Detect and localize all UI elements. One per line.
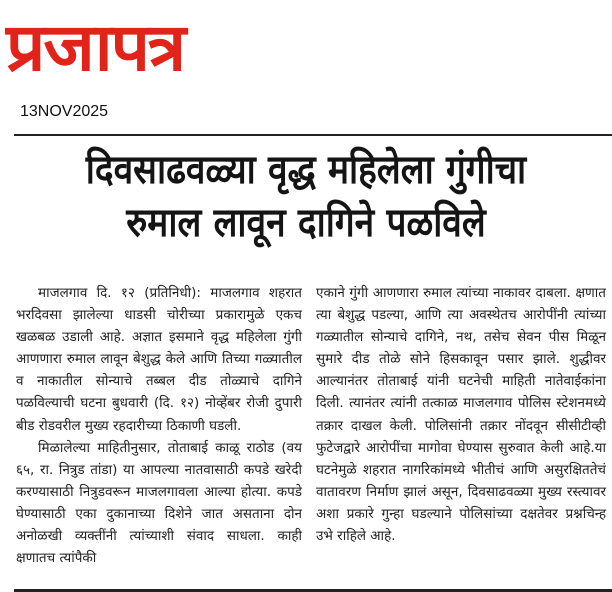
article-paragraph: मिळालेल्या माहितीनुसार, तोताबाई काळू राठोड (वय ६५, रा. नित्रुड तांडा) या आपल्या नातवासाठी कपडे खरेदी करण्यासाठी नित्रुडवरून माजलगावला आल्या होत्या. कपडे घेण्यासाठी एका दुकानाच्या दिशेने जात असताना दोन अनोळखी व्यक्तींनी त्यांच्याशी संवाद साधला. काही क्षणातच त्यांपैकी <box>16 439 302 567</box>
newspaper-logo: प्रजापत्र <box>6 9 185 86</box>
article-paragraph: माजलगाव दि. १२ (प्रतिनिधी): माजलगाव शहरात भरदिवसा झालेल्या धाडसी चोरीच्या प्रकारामुळे एकच खळबळ उडाली आहे. अज्ञात इसमाने वृद्ध महिलेला गुंगी आणणारा रुमाल लावून बेशुद्ध केले आणि तिच्या गळ्यातील व नाकातील सोन्याचे तब्बल दीड तोळ्याचे दागिने पळविल्याची घटना बुधवारी (दि. १२) नोव्हेंबर रोजी दुपारी बीड रोडवरील मुख्य रहदारीच्या ठिकाणी घडली. <box>16 285 302 434</box>
article-column-left <box>16 282 302 569</box>
publication-date: 13NOV2025 <box>20 103 109 120</box>
top-divider <box>14 134 612 136</box>
headline-line-2: रुमाल लावून दागिने पळविले <box>126 200 486 246</box>
article-paragraph: एकाने गुंगी आणणारा रुमाल त्यांच्या नाकावर दाबला. क्षणात त्या बेशुद्ध पडल्या, आणि त्या अवस्थेतच आरोपींनी त्यांच्या गळ्यातील सोन्याचे दागिने, नथ, तसेच सेवन पीस मिळून सुमारे दीड तोळे सोने हिसकावून पसार झाले. शुद्धीवर आल्यानंतर तोताबाई यांनी घटनेची माहिती नातेवाईकांना दिली. त्यानंतर त्यांनी तत्काळ माजलगाव पोलिस स्टेशनमध्ये तक्रार दाखल केली. पोलिसांनी तक्रार नोंदवून सीसीटीव्ही फुटेजद्वारे आरोपींचा मागोवा घेण्यास सुरुवात केली आहे.या घटनेमुळे शहरात नागरिकांमध्ये भीतीचं आणि असुरक्षिततेचं वातावरण निर्माण झालं असून, दिवसाढवळ्या मुख्य रस्त्यावर अशा प्रकारे गुन्हा घडल्याने पोलिसांच्या दक्षतेवर प्रश्नचिन्ह उभे राहिले आहे. <box>316 285 606 545</box>
headline-line-1: दिवसाढवळ्या वृद्ध महिलेला गुंगीचा <box>85 147 527 193</box>
article-column-right <box>316 282 606 547</box>
